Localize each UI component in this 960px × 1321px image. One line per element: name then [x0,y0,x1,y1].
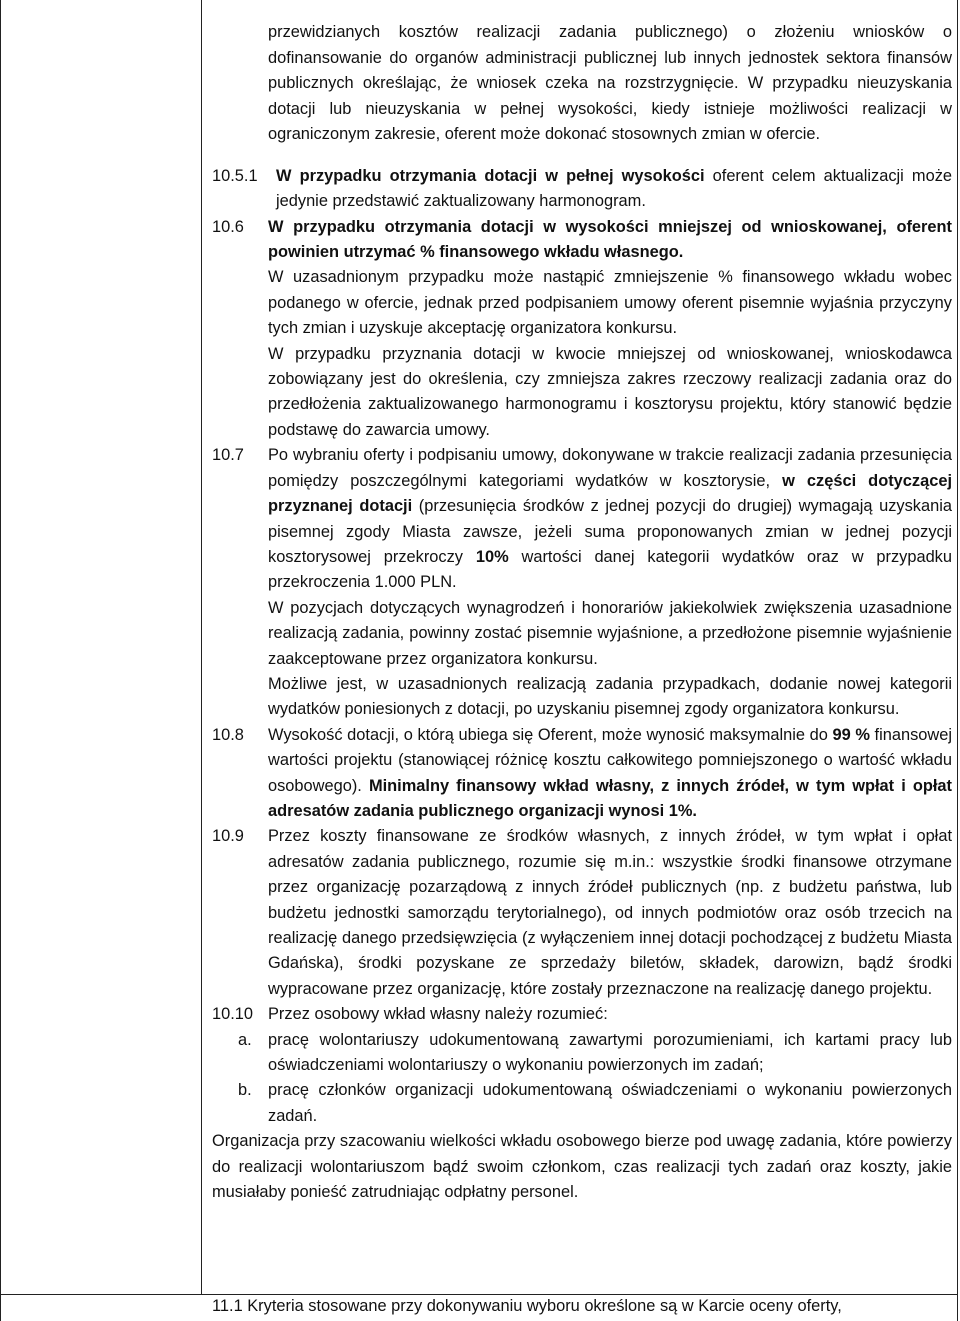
section-paragraph: W uzasadnionym przypadku może nastąpić zmniejszenie % finansowego wkładu wobec podanego w ofercie, jednak przed podpisaniem umowy oferent pisemnie wyjaśnia przyczyny tych zmian i uzyskuje akceptację organizatora konkursu. [268,268,952,338]
section-10-7 [212,443,952,722]
list-item-label: b. [238,1081,252,1100]
section-text: wartości danej kategorii wydatków oraz w przypadku przekroczenia 1.000 PLN. [268,547,952,592]
section-bold-text: 10% [475,547,509,566]
section-10-9 [212,824,952,1002]
list-item-label: a. [238,1030,252,1049]
section-bold-text: 99 % [832,725,870,744]
section-text: Przez koszty finansowane ze środków własnych, z innych źródeł, w tym wpłat i opłat adresatów zadania publicznego, rozumie się m.in.: wszystkie środki finansowe otrzymane przez organizację pozarządową z innych źródeł publicznych (np. z budżetu państwa, lub budżetu jednostki samorządu terytorialnego), od innych podmiotów oraz osób trzecich na realizację danego przedsięwzięcia (z wyłączeniem innej dotacji pochodzącej z budżetu Miasta Gdańska), środki pozyskane ze sprzedaży biletów, składek, darowizn, bądź środki wypracowane przez organizację, które zostały przeznaczone na realizację danego projektu. [268,827,952,998]
section-paragraph: Możliwe jest, w uzasadnionych realizacją zadania przypadkach, dodanie nowej kategorii wydatków poniesionych z dotacji, po uzyskaniu pisemnej zgody organizatora konkursu. [268,674,952,719]
section-bold-text: w części dotyczącej przyznanej dotacji [268,471,952,516]
section-text: Wysokość dotacji, o którą ubiega się Oferent, może wynosić maksymalnie do [268,725,833,744]
section-bold-text: W przypadku otrzymania dotacji w wysokości mniejszej od wnioskowanej, oferent powinien utrzymać % finansowego wkładu własnego. [268,217,952,262]
section-paragraph: Organizacja przy szacowaniu wielkości wkładu osobowego bierze pod uwagę zadania, które powierzy do realizacji wolontariuszom bądź swoim członkom, czas realizacji tych zadań oraz koszty, jakie musiałaby ponieść zatrudniając odpłatny personel. [212,1132,952,1202]
list-item-text: pracę wolontariuszy udokumentowaną zawartymi porozumieniami, ich kartami pracy lub oświadczeniami wolontariuszy o wykonaniu powierzonych im zadań; [268,1030,952,1075]
section-bold-text: Minimalny finansowy wkład własny, z innych źródeł, w tym wpłat i opłat adresatów zadania publicznego organizacji wynosi 1%. [268,776,952,820]
section-number: 10.10 [212,1005,254,1024]
section-text: Po wybraniu oferty i podpisaniu umowy, dokonywane w trakcie realizacji zadania przesunięcia pomiędzy poszczególnymi kategoriami wydatków w kosztorysie, [268,446,952,490]
table-left-column [0,0,202,1295]
section-10-10 [212,1002,952,1027]
document-body [212,4,952,1205]
section-text: (przesunięcia środków z jednej pozycji do drugiej) wymagają uzyskania pisemnej zgody Miasta zawsze, jeżeli suma proponowanych zmian w jednej pozycji kosztorysowej przekroczy [268,497,952,566]
section-bold-text: W przypadku otrzymania dotacji w pełnej wysokości [276,166,705,185]
section-number: 10.8 [212,725,244,744]
section-paragraph: W pozycjach dotyczących wynagrodzeń i honorariów jakiekolwiek zwiększenia uzasadnione realizacją zadania, powinny zostać pisemnie wyjaśnione, a przedłożone pisemnie wyjaśnienie zaakceptowane przez organizatora konkursu. [268,598,952,668]
intro-paragraph: przewidzianych kosztów realizacji zadania publicznego) o złożeniu wniosków o dofinansowanie do organów administracji publicznej lub innych jednostek sektora finansów publicznych określając, że wniosek czeka na rozstrzygnięcie. W przypadku nieuzyskania dotacji lub nieuzyskania w pełnej wysokości, kiedy istnieje możliwości realizacji w ograniczonym zakresie, oferent może dokonać stosownych zmian w ofercie. [268,23,952,144]
list-item [212,1028,952,1079]
list-item [212,1078,952,1129]
section-text: Przez osobowy wkład własny należy rozumieć: [268,1005,608,1024]
section-number: 10.7 [212,446,244,465]
section-paragraph: W przypadku przyznania dotacji w kwocie mniejszej od wnioskowanej, wnioskodawca zobowiązany jest do określenia, czy zmniejsza zakres rzeczowy realizacji zadania oraz do przedłożenia zaktualizowanego harmonogramu i kosztorysu projektu, który stanowić będzie podstawę do zawarcia umowy. [268,344,952,439]
section-11-1: 11.1 Kryteria stosowane przy dokonywaniu wyboru określone są w Karcie oceny oferty, [212,1297,842,1315]
section-text: finansowej wartości projektu (stanowiącej różnicę kosztu całkowitego pomniejszonego o wartość wkładu osobowego). [268,725,953,795]
section-10-8 [212,723,952,825]
section-number: 10.6 [212,217,244,236]
section-text: oferent celem aktualizacji może jedynie przedstawić zaktualizowany harmonogram. [276,166,953,211]
list-item-text: pracę członków organizacji udokumentowaną oświadczeniami o wykonaniu powierzonych zadań. [268,1081,952,1125]
section-number: 10.9 [212,827,244,846]
section-10-5-1 [212,164,952,215]
section-number: 10.5.1 [212,166,258,185]
section-10-6 [212,215,952,444]
